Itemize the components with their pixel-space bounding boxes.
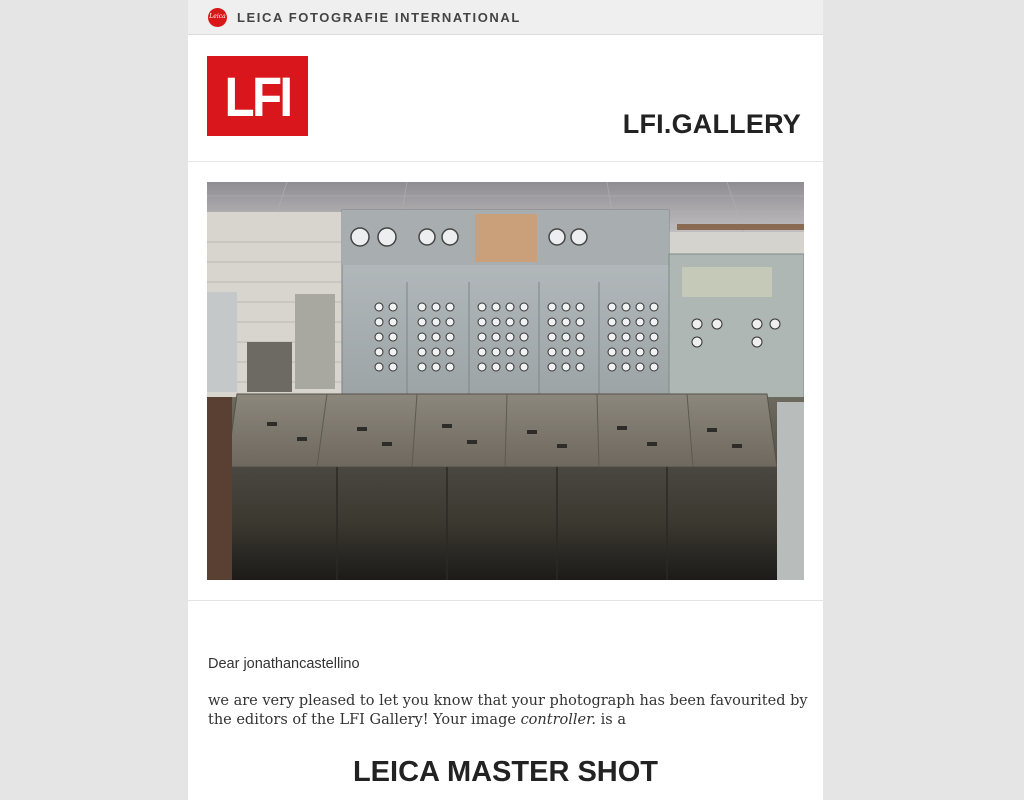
divider bbox=[188, 600, 823, 601]
topbar-title: LEICA FOTOGRAFIE INTERNATIONAL bbox=[237, 9, 521, 25]
award-heading: LEICA MASTER SHOT bbox=[352, 756, 659, 788]
control-room-image bbox=[207, 182, 804, 580]
lfi-logo[interactable]: LFI bbox=[207, 56, 308, 136]
email-header bbox=[188, 35, 823, 162]
email-container bbox=[188, 0, 823, 800]
image-title: controller. bbox=[520, 712, 597, 728]
greeting-text: Dear jonathancastellino bbox=[208, 656, 360, 672]
message-body: we are very pleased to let you know that your photograph has been favourited by the editors of the LFI Gallery! Your image controller. is a bbox=[208, 693, 808, 728]
gallery-title: LFI.GALLERY bbox=[622, 109, 801, 139]
top-bar bbox=[188, 0, 823, 35]
leica-red-dot-logo: Leica bbox=[208, 8, 227, 27]
featured-photo[interactable] bbox=[207, 182, 804, 580]
